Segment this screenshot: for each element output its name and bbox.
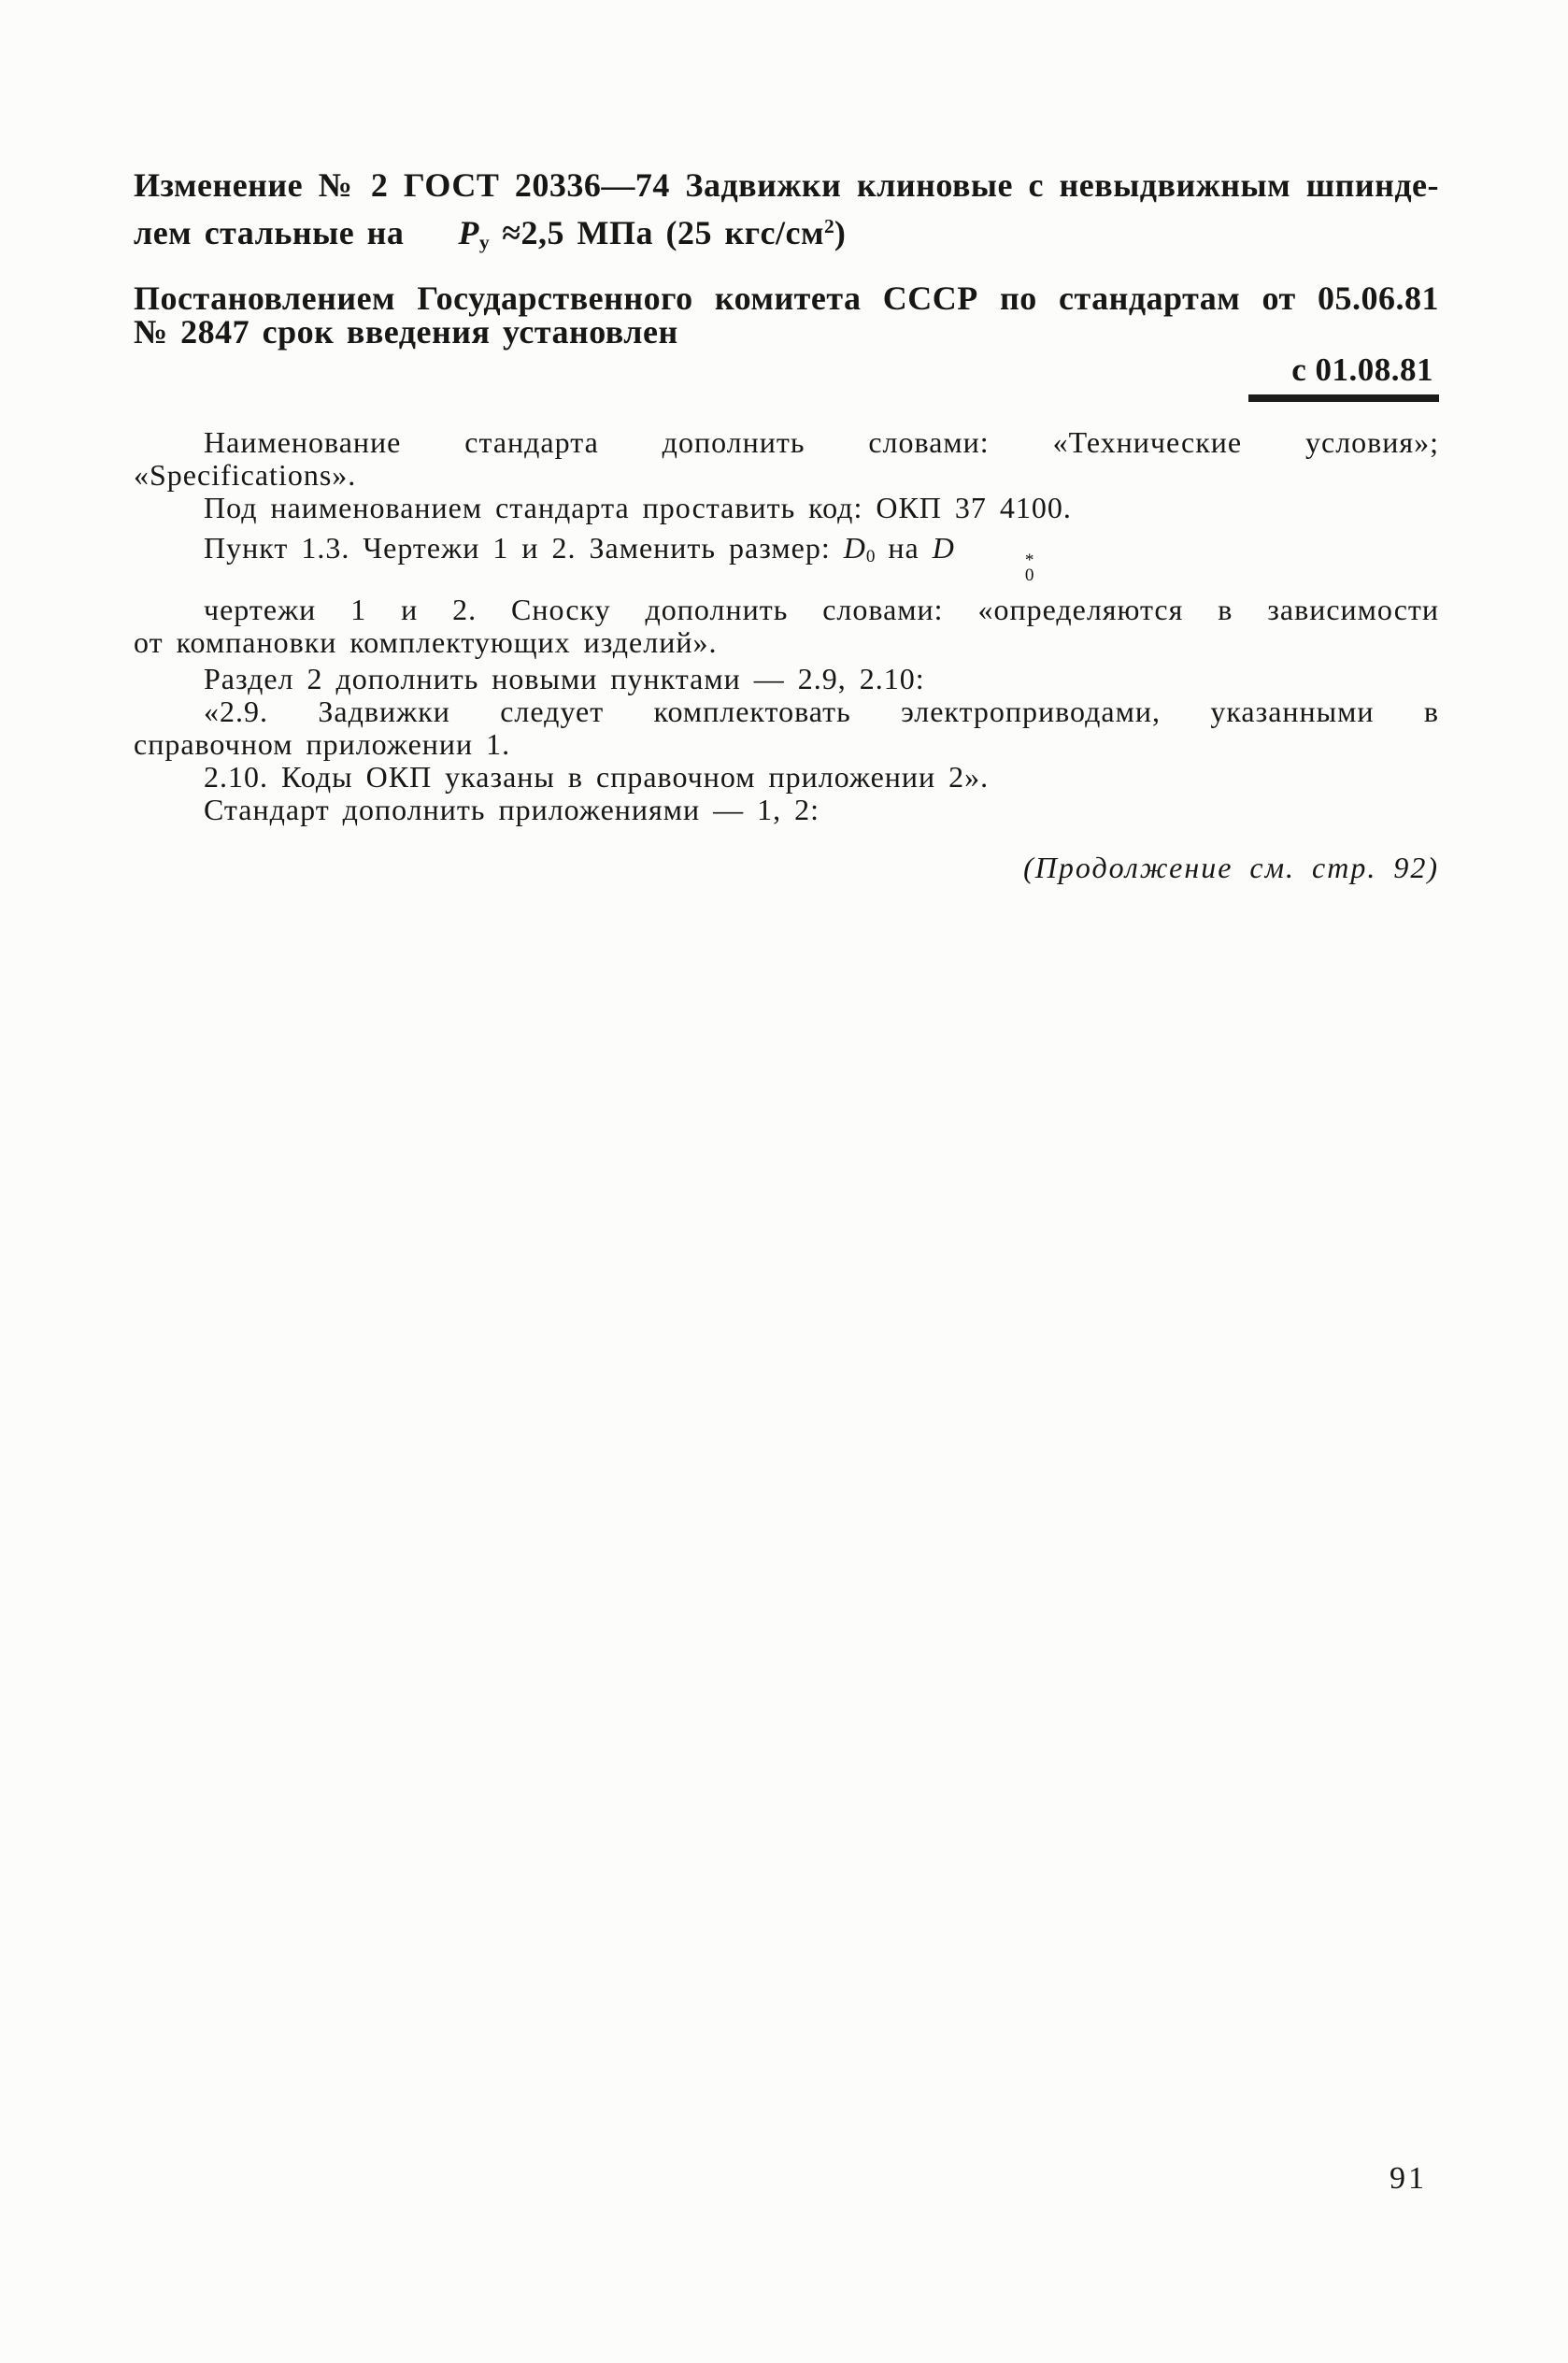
d0-star-subsup: [955, 551, 1034, 585]
decree-statement: [134, 281, 1439, 349]
paragraph-2-9-line-1: «2.9. Задвижки следует комплектовать электроприводами, указанными в: [204, 694, 1439, 728]
paragraph-name-line-2: «Specifications».: [134, 457, 357, 492]
paragraph-drawings-line-1: чертежи 1 и 2. Сноску дополнить словами: «определяются в зависимости: [204, 592, 1439, 626]
d0-symbol: D: [843, 530, 866, 565]
effective-date-line: [134, 352, 1439, 402]
pressure-formula: [458, 214, 846, 251]
decree-line-2: № 2847 срок введения установлен: [134, 312, 678, 351]
amendment-body: [134, 426, 1439, 886]
text-block: [134, 165, 1439, 886]
d0-subscript: 0: [865, 546, 876, 566]
continuation-note: (Продолжение см. стр. 92): [1023, 850, 1439, 884]
d0-star-superscript: *: [1024, 551, 1034, 571]
d0-star-symbol: D: [932, 530, 955, 565]
paragraph-appendices: Стандарт дополнить приложениями — 1, 2:: [204, 792, 820, 826]
standard-title: [134, 165, 1439, 263]
page-number: 91: [1390, 2161, 1427, 2196]
pressure-symbol: P: [458, 213, 479, 251]
pressure-unit-close: ): [834, 213, 847, 251]
pressure-value: ≈2,5 МПа (25 кгс/см: [489, 213, 825, 251]
pressure-symbol-subscript: у: [478, 230, 490, 253]
item-1-3-connector: на: [875, 530, 933, 565]
paragraph-2-9-line-2: справочном приложении 1.: [134, 726, 511, 761]
paragraph-drawings-line-2: от компановки комплектующих изделий».: [134, 624, 718, 659]
decree-line-1: Постановлением Государственного комитета СССР по стандартам от 05.06.81: [134, 279, 1439, 317]
paragraph-item-1-3: [134, 530, 1439, 585]
title-line-2-text: лем стальные на: [134, 213, 405, 251]
paragraph-2-10: 2.10. Коды ОКП указаны в справочном приложении 2».: [204, 759, 990, 794]
pressure-unit-superscript: 2: [824, 215, 834, 237]
title-line-1: Изменение № 2 ГОСТ 20336—74 Задвижки клиновые с невыдвижным шпинде-: [134, 166, 1439, 204]
paragraph-okp-code: Под наименованием стандарта проставить код: ОКП 37 4100.: [204, 490, 1072, 524]
paragraph-section-2: Раздел 2 дополнить новыми пунктами — 2.9, 2.10:: [204, 661, 925, 695]
d0-star-subscript: 0: [1024, 565, 1034, 585]
item-1-3-text: Пункт 1.3. Чертежи 1 и 2. Заменить размер:: [204, 530, 844, 565]
effective-date: с 01.08.81: [1248, 352, 1439, 402]
paragraph-name-line-1: Наименование стандарта дополнить словами: «Технические условия»;: [204, 424, 1439, 459]
title-line-2: [134, 206, 1439, 263]
